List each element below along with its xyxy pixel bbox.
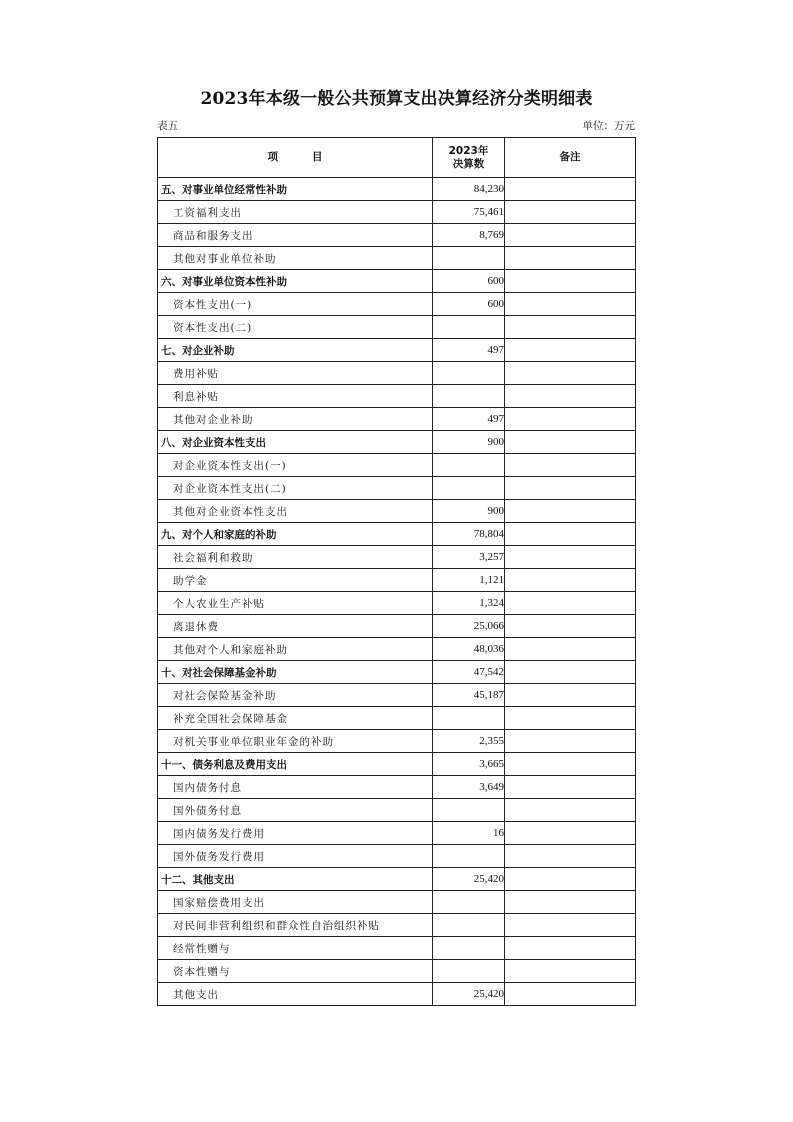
item-row — [158, 822, 636, 845]
section-row — [158, 178, 636, 201]
item-name-cell: 其他对企业补助 — [158, 408, 433, 431]
section-row — [158, 431, 636, 454]
item-name-cell: 个人农业生产补贴 — [158, 592, 433, 615]
note-cell — [505, 822, 636, 845]
amount-cell — [433, 477, 505, 500]
section-name-cell: 九、对个人和家庭的补助 — [158, 523, 433, 546]
amount-header-line2: 决算数 — [452, 157, 485, 170]
amount-cell: 45,187 — [433, 684, 505, 707]
amount-cell: 3,665 — [433, 753, 505, 776]
amount-cell: 2,355 — [433, 730, 505, 753]
amount-cell: 1,324 — [433, 592, 505, 615]
amount-cell — [433, 385, 505, 408]
item-name-cell: 其他对个人和家庭补助 — [158, 638, 433, 661]
note-cell — [505, 845, 636, 868]
item-name-cell: 社会福利和救助 — [158, 546, 433, 569]
item-name-cell: 其他对企业资本性支出 — [158, 500, 433, 523]
item-name-cell: 工资福利支出 — [158, 201, 433, 224]
amount-cell: 497 — [433, 339, 505, 362]
item-name-cell: 对企业资本性支出(一) — [158, 454, 433, 477]
amount-cell — [433, 316, 505, 339]
note-cell — [505, 730, 636, 753]
amount-cell: 497 — [433, 408, 505, 431]
section-name-cell: 六、对事业单位资本性补助 — [158, 270, 433, 293]
item-row — [158, 316, 636, 339]
note-cell — [505, 178, 636, 201]
item-row — [158, 937, 636, 960]
amount-cell — [433, 937, 505, 960]
note-cell — [505, 224, 636, 247]
note-cell — [505, 960, 636, 983]
note-cell — [505, 914, 636, 937]
item-row — [158, 224, 636, 247]
note-cell — [505, 776, 636, 799]
section-name-cell: 十二、其他支出 — [158, 868, 433, 891]
item-row — [158, 638, 636, 661]
item-name-cell: 国内债务付息 — [158, 776, 433, 799]
note-cell — [505, 868, 636, 891]
note-cell — [505, 799, 636, 822]
item-row — [158, 707, 636, 730]
item-name-cell: 费用补贴 — [158, 362, 433, 385]
item-name-cell: 国家赔偿费用支出 — [158, 891, 433, 914]
amount-cell — [433, 362, 505, 385]
item-row — [158, 477, 636, 500]
note-cell — [505, 983, 636, 1006]
note-cell — [505, 201, 636, 224]
amount-header-line1: 2023年 — [448, 144, 489, 157]
item-row — [158, 730, 636, 753]
item-name-cell: 对社会保险基金补助 — [158, 684, 433, 707]
item-name-cell: 助学金 — [158, 569, 433, 592]
note-cell — [505, 546, 636, 569]
amount-cell: 25,066 — [433, 615, 505, 638]
item-name-cell: 资本性支出(二) — [158, 316, 433, 339]
section-row — [158, 523, 636, 546]
note-cell — [505, 661, 636, 684]
item-row — [158, 362, 636, 385]
item-row — [158, 845, 636, 868]
item-row — [158, 408, 636, 431]
note-cell — [505, 385, 636, 408]
note-cell — [505, 638, 636, 661]
item-row — [158, 569, 636, 592]
table-label: 表五 — [157, 120, 178, 132]
section-name-cell: 八、对企业资本性支出 — [158, 431, 433, 454]
item-name-cell: 国外债务发行费用 — [158, 845, 433, 868]
note-column-header: 备注 — [505, 138, 636, 178]
amount-cell: 600 — [433, 293, 505, 316]
amount-cell: 900 — [433, 500, 505, 523]
item-name-cell: 经常性赠与 — [158, 937, 433, 960]
note-cell — [505, 293, 636, 316]
item-name-cell: 资本性支出(一) — [158, 293, 433, 316]
note-cell — [505, 454, 636, 477]
amount-cell — [433, 707, 505, 730]
amount-cell: 3,257 — [433, 546, 505, 569]
amount-cell: 47,542 — [433, 661, 505, 684]
item-header-b: 目 — [312, 151, 323, 163]
amount-cell: 900 — [433, 431, 505, 454]
item-row — [158, 776, 636, 799]
item-row — [158, 914, 636, 937]
item-column-header — [158, 138, 433, 178]
note-cell — [505, 592, 636, 615]
table-body — [158, 178, 636, 1006]
item-row — [158, 500, 636, 523]
item-row — [158, 891, 636, 914]
item-row — [158, 546, 636, 569]
amount-cell: 75,461 — [433, 201, 505, 224]
amount-cell: 3,649 — [433, 776, 505, 799]
item-row — [158, 615, 636, 638]
note-cell — [505, 247, 636, 270]
amount-cell — [433, 247, 505, 270]
amount-cell: 16 — [433, 822, 505, 845]
item-name-cell: 对企业资本性支出(二) — [158, 477, 433, 500]
item-name-cell: 商品和服务支出 — [158, 224, 433, 247]
note-cell — [505, 753, 636, 776]
page-title: 2023年本级一般公共预算支出决算经济分类明细表 — [200, 89, 593, 109]
item-row — [158, 960, 636, 983]
section-row — [158, 868, 636, 891]
note-cell — [505, 408, 636, 431]
item-name-cell: 对民间非营利组织和群众性自治组织补贴 — [158, 914, 433, 937]
section-row — [158, 339, 636, 362]
item-name-cell: 补充全国社会保障基金 — [158, 707, 433, 730]
amount-cell — [433, 454, 505, 477]
item-row — [158, 247, 636, 270]
amount-cell: 25,420 — [433, 983, 505, 1006]
note-cell — [505, 270, 636, 293]
item-row — [158, 684, 636, 707]
amount-cell: 600 — [433, 270, 505, 293]
amount-cell: 48,036 — [433, 638, 505, 661]
section-row — [158, 270, 636, 293]
note-cell — [505, 615, 636, 638]
table-header-row — [158, 138, 636, 178]
item-name-cell: 利息补贴 — [158, 385, 433, 408]
expenditure-table — [157, 137, 636, 1006]
section-row — [158, 753, 636, 776]
item-row — [158, 293, 636, 316]
unit-label: 单位：万元 — [582, 120, 635, 132]
note-cell — [505, 937, 636, 960]
section-name-cell: 十一、债务利息及费用支出 — [158, 753, 433, 776]
section-name-cell: 十、对社会保障基金补助 — [158, 661, 433, 684]
amount-cell — [433, 914, 505, 937]
item-header-a: 项 — [267, 151, 278, 163]
note-cell — [505, 891, 636, 914]
amount-cell: 1,121 — [433, 569, 505, 592]
item-name-cell: 其他支出 — [158, 983, 433, 1006]
item-row — [158, 201, 636, 224]
item-row — [158, 983, 636, 1006]
note-cell — [505, 339, 636, 362]
amount-cell — [433, 960, 505, 983]
item-name-cell: 对机关事业单位职业年金的补助 — [158, 730, 433, 753]
item-row — [158, 385, 636, 408]
item-name-cell: 其他对事业单位补助 — [158, 247, 433, 270]
item-row — [158, 454, 636, 477]
item-name-cell: 国外债务付息 — [158, 799, 433, 822]
note-cell — [505, 684, 636, 707]
note-cell — [505, 707, 636, 730]
section-name-cell: 五、对事业单位经常性补助 — [158, 178, 433, 201]
section-row — [158, 661, 636, 684]
amount-cell — [433, 891, 505, 914]
note-cell — [505, 523, 636, 546]
note-cell — [505, 362, 636, 385]
amount-cell: 8,769 — [433, 224, 505, 247]
section-name-cell: 七、对企业补助 — [158, 339, 433, 362]
note-cell — [505, 500, 636, 523]
note-cell — [505, 316, 636, 339]
note-cell — [505, 569, 636, 592]
item-name-cell: 资本性赠与 — [158, 960, 433, 983]
item-name-cell: 国内债务发行费用 — [158, 822, 433, 845]
amount-cell — [433, 799, 505, 822]
amount-cell — [433, 845, 505, 868]
item-name-cell: 离退休费 — [158, 615, 433, 638]
item-row — [158, 592, 636, 615]
item-row — [158, 799, 636, 822]
amount-cell: 78,804 — [433, 523, 505, 546]
note-cell — [505, 477, 636, 500]
note-cell — [505, 431, 636, 454]
amount-column-header — [433, 138, 505, 178]
amount-cell: 84,230 — [433, 178, 505, 201]
amount-cell: 25,420 — [433, 868, 505, 891]
